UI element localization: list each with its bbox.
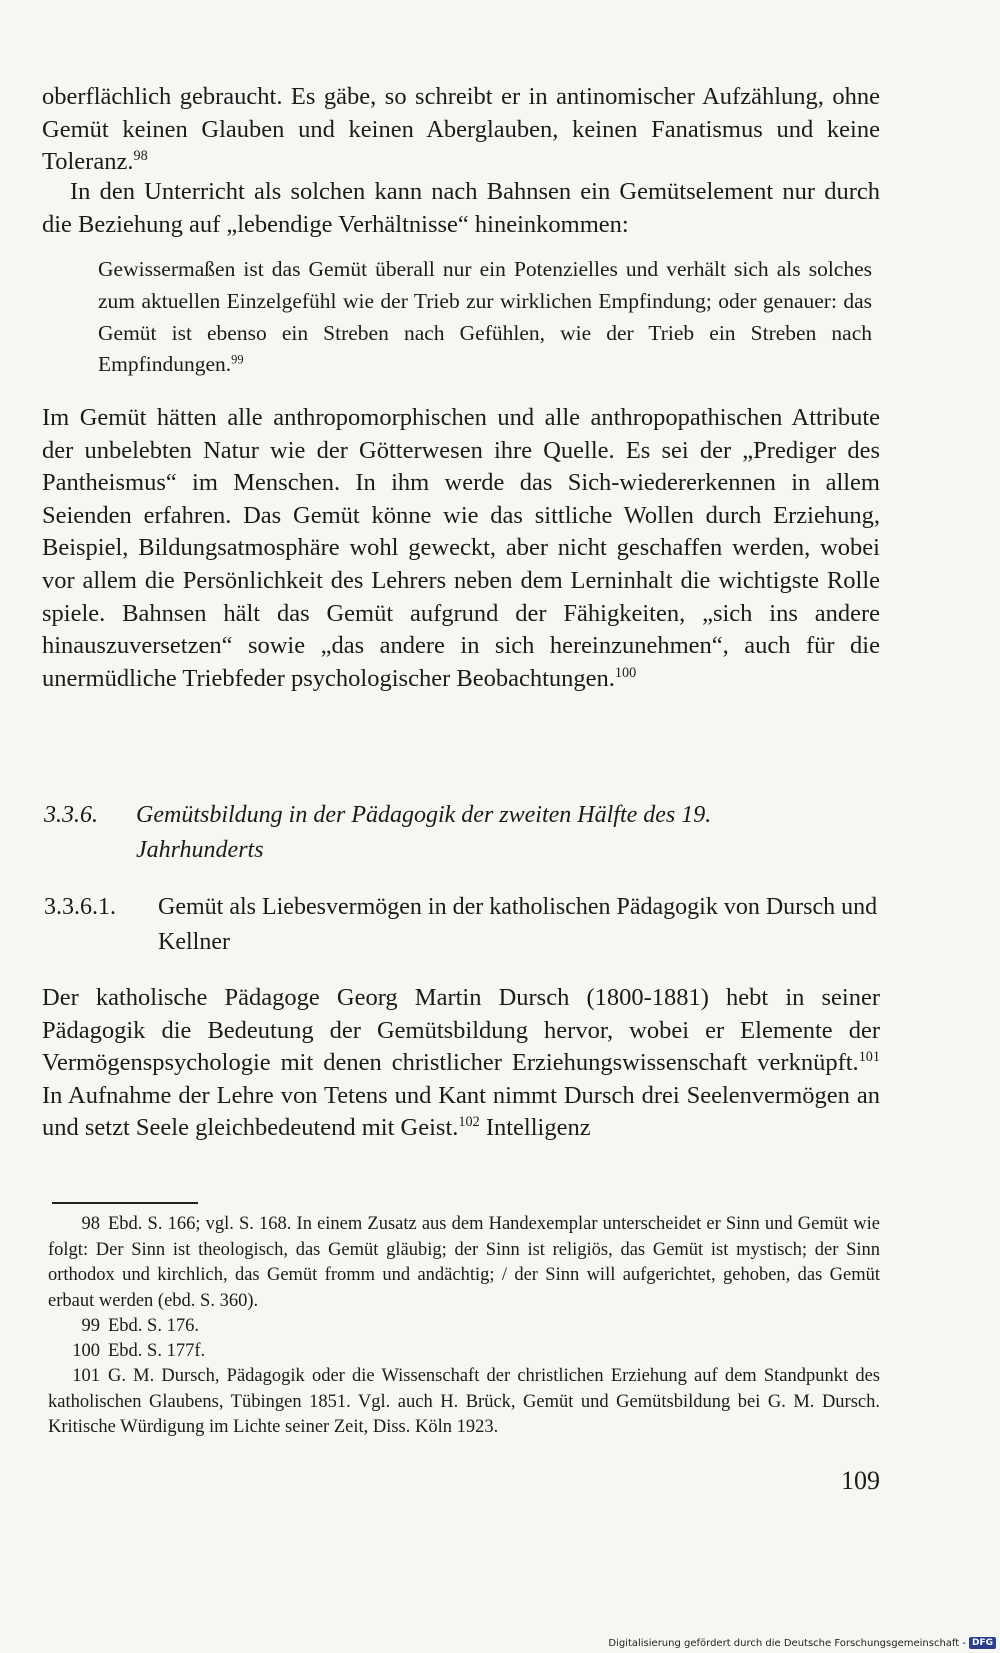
- digitization-credit: [608, 1637, 996, 1649]
- section-number: 3.3.6.: [44, 802, 98, 828]
- footnote-reference[interactable]: 99: [231, 352, 244, 367]
- footnote-text: G. M. Dursch, Pädagogik oder die Wissenschaft der christlichen Erziehung auf dem Standpunkt des katholischen Glaubens, Tübingen 1851. Vgl. auch H. Brück, Gemüt und Gemütsbildung bei G. M. Dursch. Kritische Würdigung im Lichte seiner Zeit, Diss. Köln 1923.: [48, 1366, 880, 1438]
- section-title: Gemütsbildung in der Pädagogik der zweiten Hälfte des 19. Jahrhunderts: [136, 802, 712, 863]
- footnote-98: [48, 1212, 880, 1314]
- text-run: In Aufnahme der Lehre von Tetens und Kant nimmt Dursch drei Seelenvermögen an und setzt Seele gleichbedeutend mit Geist.: [42, 1081, 880, 1142]
- paragraph-2: [42, 176, 880, 241]
- footnote-reference[interactable]: 101: [858, 1049, 880, 1066]
- text-run: oberflächlich gebraucht. Es gäbe, so schreibt er in antinomischer Aufzählung, ohne Gemüt keinen Glauben und keinen Aberglauben, keinen Fanatismus und keine Toleranz.: [42, 83, 880, 176]
- text-run: Im Gemüt hätten alle anthropomorphischen und alle anthropopathischen Attribute der unbelebten Natur wie der Götterwesen ihre Quelle. Es sei der „Prediger des Pantheismus“ im Menschen. In ihm werde das Sich-wiedererkennen in allem Seienden erfahren. Das Gemüt könne wie das sittliche Wollen durch Erziehung, Beispiel, Bildungsatmosphäre wohl geweckt, aber nicht geschaffen werden, wobei vor allem die Persönlichkeit des Lehrers neben dem Lerninhalt die wichtigste Rolle spiele. Bahnsen hält das Gemüt aufgrund der Fähigkeiten, „sich ins andere hinauszuversetzen“ sowie „das andere in sich hereinzunehmen“, auch für die unermüdliche Triebfeder psychologischer Beobachtungen.: [42, 404, 880, 692]
- text-run: Der katholische Pädagoge Georg Martin Dursch (1800-1881) hebt in seiner Pädagogik die Bedeutung der Gemütsbildung hervor, wobei er Elemente der Vermögenspsychologie mit denen christlicher Erziehungswissenschaft verknüpft.: [42, 984, 880, 1077]
- dfg-logo-icon: DFG: [969, 1637, 996, 1649]
- paragraph-1: [42, 81, 880, 179]
- footnote-text: Ebd. S. 177f.: [108, 1341, 206, 1361]
- footnote-101: [48, 1364, 880, 1441]
- text-run: Intelligenz: [479, 1114, 591, 1142]
- paragraph-text: [42, 81, 880, 179]
- footnote-reference[interactable]: 98: [133, 148, 148, 165]
- footnote-reference[interactable]: 102: [458, 1114, 480, 1131]
- subsection-title: Gemüt als Liebesvermögen in der katholischen Pädagogik von Dursch und Kellner: [158, 894, 878, 955]
- credit-text: Digitalisierung gefördert durch die Deutsche Forschungsgemeinschaft -: [608, 1637, 966, 1649]
- page-number: 109: [841, 1466, 880, 1495]
- footnote-number: 101: [72, 1366, 100, 1386]
- footnote-number: 99: [81, 1316, 100, 1336]
- footnote-99: [48, 1314, 880, 1340]
- paragraph-4: [42, 982, 880, 1145]
- subsection-number: 3.3.6.1.: [44, 894, 116, 920]
- block-quote: [98, 254, 872, 381]
- paragraph-text: [42, 982, 880, 1145]
- text-run: Gewissermaßen ist das Gemüt überall nur ein Potenzielles und verhält sich als solches zum aktuellen Einzelgefühl wie der Trieb zur wirklichen Empfindung; oder genauer: das Gemüt ist ebenso ein Streben nach Gefühlen, wie der Trieb ein Streben nach Empfindungen.: [98, 257, 872, 377]
- footnote-100: [48, 1339, 880, 1365]
- paragraph-3: [42, 402, 880, 695]
- footnote-number: 98: [81, 1214, 100, 1234]
- footnote-number: 100: [72, 1341, 100, 1361]
- footnote-text: Ebd. S. 176.: [108, 1316, 199, 1336]
- quote-text: [98, 254, 872, 381]
- text-run: In den Unterricht als solchen kann nach Bahnsen ein Gemütselement nur durch die Beziehung auf „lebendige Verhältnisse“ hineinkommen:: [42, 178, 880, 238]
- footnote-reference[interactable]: 100: [614, 664, 637, 681]
- paragraph-text: [42, 176, 880, 241]
- footnote-text: Ebd. S. 166; vgl. S. 168. In einem Zusatz aus dem Handexemplar unterscheidet er Sinn und Gemüt wie folgt: Der Sinn ist theologisch, das Gemüt gläubig; der Sinn ist religiös, das Gemüt ist mystisch; der Sinn orthodox und kirchlich, das Gemüt fromm und andächtig; / der Sinn will aufgerichtet, gehoben, das Gemüt erbaut werden (ebd. S. 360).: [48, 1214, 880, 1311]
- footnote-separator: [52, 1202, 198, 1204]
- paragraph-text: [42, 402, 880, 695]
